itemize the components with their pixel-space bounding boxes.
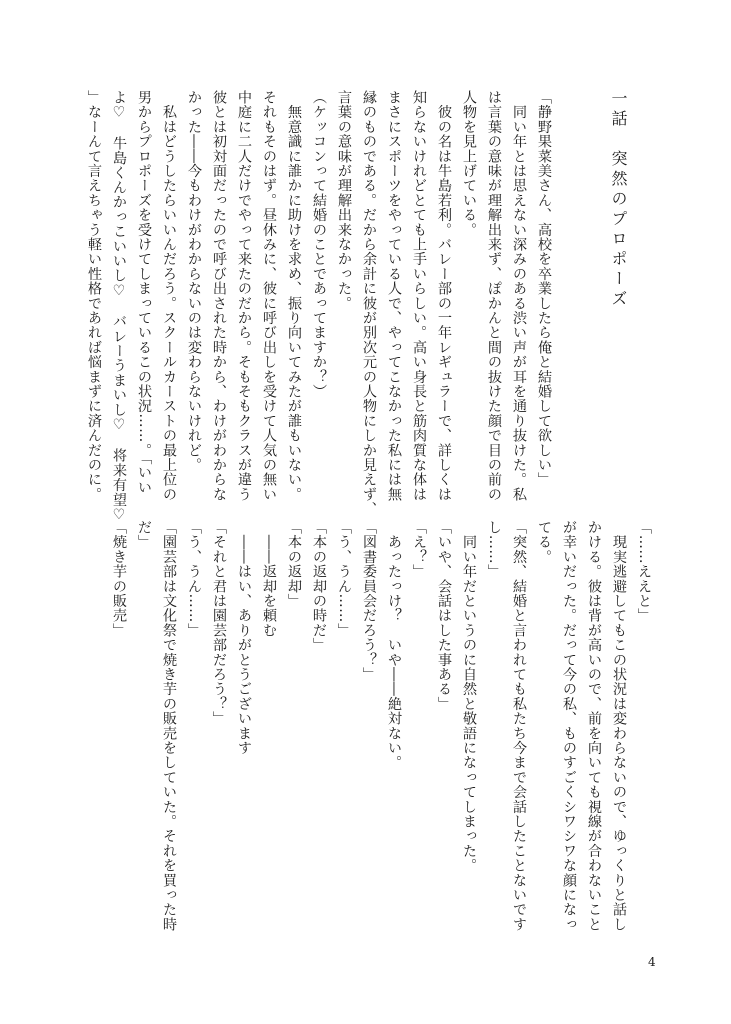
bottom-text-band (106, 520, 656, 940)
text-line: かける。彼は背が高いので、前を向いても視線が合わないこと (586, 520, 602, 932)
text-line: 「それと君は園芸部だろう？」 (211, 520, 227, 726)
page-number: 4 (648, 955, 656, 969)
text-line: 「いや、会話はした事ある」 (436, 520, 452, 712)
text-line: 「本の返却の時だ」 (311, 520, 327, 653)
text-line: 縁のものである。だから余計に彼が別次元の人物にしか見えず、 (361, 90, 377, 517)
text-line: 人物を見上げている。 (461, 90, 477, 237)
text-line: 言葉の意味が理解出来なかった。 (336, 90, 352, 311)
text-line: 」なーんて言えちゃう軽い性格であれば悩まずに済んだのに。 (86, 90, 102, 502)
chapter-title: 一話 突然のプロポーズ (609, 90, 628, 310)
top-text-band (81, 90, 656, 524)
text-line: 「え？」 (411, 520, 427, 579)
text-line: が幸いだった。だって今の私、ものすごくシワシワな顔になっ (561, 520, 577, 932)
text-line: （ケッコンって結婚のことであってますか？） (311, 90, 327, 399)
text-line: 「本の返却」 (286, 520, 302, 609)
text-line: は言葉の意味が理解出来ず、ぽかんと間の抜けた顔で目の前の (486, 90, 502, 502)
text-line: 同い年だというのに自然と敬語になってしまった。 (461, 520, 477, 873)
text-line: 「突然、結婚と言われても私たち今まで会話したことないです (511, 520, 527, 932)
text-line: 「園芸部は文化祭で焼き芋の販売をしていた。それを買った時 (161, 520, 177, 932)
text-line: あったっけ？ いや――絶対ない。 (386, 520, 402, 770)
text-line: 知らないけれどとても上手いらしい。高い身長と筋肉質な体は (411, 90, 427, 502)
text-line: それもそのはず。昼休みに、彼に呼び出しを受けて人気の無い (261, 90, 277, 502)
text-line: 「う、うん……」 (336, 520, 352, 638)
text-line: 私はどうしたらいいんだろう。スクールカーストの最上位の (161, 90, 177, 502)
text-line: し……」 (486, 520, 502, 579)
text-line: かった――今もわけがわからないのは変わらないけれど。 (186, 90, 202, 473)
text-line: 中庭に二人だけでやって来たのだから。そもそもクラスが違う (236, 90, 252, 502)
text-line: 「焼き芋の販売」 (111, 520, 127, 638)
text-line: だ」 (136, 520, 152, 550)
text-line: 無意識に誰かに助けを求め、振り向いてみたが誰もいない。 (286, 90, 302, 502)
text-line: まさにスポーツをやっている人で、やってこなかった私には無 (386, 90, 402, 502)
text-line: 現実逃避してもこの状況は変わらないので、ゆっくりと話し (611, 520, 627, 932)
text-line: ――はい、ありがとうございます (236, 520, 252, 756)
text-line: よ♡ 牛島くんかっこいいし♡ バレーうまいし♡ 将来有望♡ (111, 90, 127, 524)
text-line: 男からプロポーズを受けてしまっているこの状況……。「いい (136, 90, 152, 495)
text-line: 彼の名は牛島若利。バレー部の一年レギュラーで、詳しくは (436, 90, 452, 502)
text-line: 「図書委員会だろう？」 (361, 520, 377, 682)
text-line: 「静野果菜美さん、高校を卒業したら俺と結婚して欲しい」 (536, 90, 552, 487)
text-line: 「……ええと」 (636, 520, 652, 623)
text-line: ――返却を頼む (261, 520, 277, 638)
text-line: 「う、うん……」 (186, 520, 202, 638)
text-line: 同い年とは思えない深みのある渋い声が耳を通り抜けた。私 (511, 90, 527, 502)
text-line: てる。 (536, 520, 552, 565)
text-line: 彼とは初対面だったので呼び出された時から、わけがわからな (211, 90, 227, 502)
